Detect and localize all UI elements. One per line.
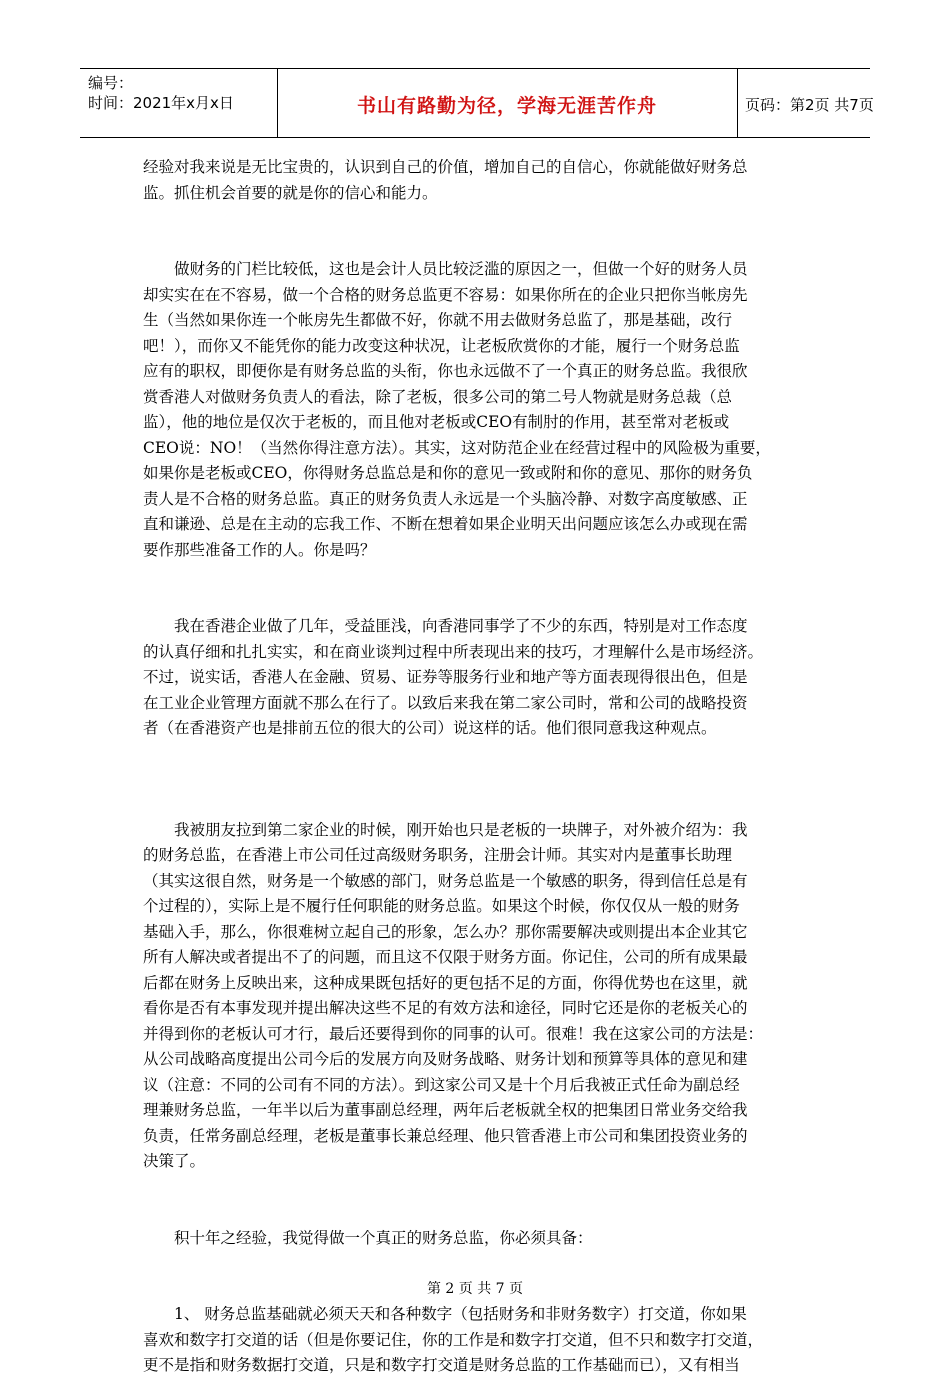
document-body (143, 155, 808, 1379)
text-line: 却实实在在不容易，做一个合格的财务总监更不容易：如果你所在的企业只把你当帐房先 (143, 285, 748, 304)
text-line: 基础入手，那么，你很难树立起自己的形象，怎么办？那你需要解决或则提出本企业其它 (143, 922, 748, 941)
text-line: 做财务的门栏比较低，这也是会计人员比较泛滥的原因之一，但做一个好的财务人员 (143, 260, 748, 278)
text-line: 负责，任常务副总经理，老板是董事长兼总经理、他只管香港上市公司和集团投资业务的 (143, 1126, 748, 1145)
document-number-label: 编号： (88, 74, 134, 92)
document-time-label: 时间：2021年x月x日 (88, 94, 234, 112)
text-line: 后都在财务上反映出来，这种成果既包括好的更包括不足的方面，你得优势也在这里，就 (143, 973, 748, 992)
paragraph-6 (143, 1302, 808, 1379)
text-line: CEO说：NO！（当然你得注意方法）。其实，这对防范企业在经营过程中的风险极为重要， (143, 438, 771, 457)
paragraph-2 (143, 257, 808, 563)
text-line: 要作那些准备工作的人。你是吗？ (143, 540, 376, 559)
paragraph-4 (143, 818, 808, 1175)
text-line: 如果你是老板或CEO，你得财务总监总是和你的意见一致或附和你的意见、那你的财务负 (143, 464, 753, 482)
text-line: 从公司战略高度提出公司今后的发展方向及财务战略、财务计划和预算等具体的意见和建 (143, 1050, 748, 1068)
text-line: 更不是指和财务数据打交道，只是和数字打交道是财务总监的工作基础而已），又有相当 (143, 1356, 740, 1374)
text-line: 并得到你的老板认可才行，最后还要得到你的同事的认可。很难！我在这家公司的方法是： (143, 1024, 764, 1043)
text-line: 在工业企业管理方面就不那么在行了。以致后来我在第二家公司时，常和公司的战略投资 (143, 693, 748, 712)
header-motto-cell (277, 69, 738, 137)
text-line: 个过程的），实际上是不履行任何职能的财务总监。如果这个时候，你仅仅从一般的财务 (143, 897, 740, 915)
text-line: 责人是不合格的财务总监。真正的财务负责人永远是一个头脑冷静、对数字高度敏感、正 (143, 489, 748, 508)
text-line: 我被朋友拉到第二家企业的时候，刚开始也只是老板的一块牌子，对外被介绍为：我 (143, 820, 748, 839)
text-line: 的认真仔细和扎扎实实，和在商业谈判过程中所表现出来的技巧，才理解什么是市场经济。 (143, 642, 764, 661)
text-line: 1、 财务总监基础就必须天天和各种数字（包括财务和非财务数字）打交道，你如果 (143, 1305, 747, 1323)
text-line: 直和谦逊、总是在主动的忘我工作、不断在想着如果企业明天出问题应该怎么办或现在需 (143, 515, 748, 533)
text-line: （其实这很自然，财务是一个敏感的部门，财务总监是一个敏感的职务，得到信任总是有 (143, 871, 748, 890)
paragraph-3 (143, 614, 808, 742)
text-line: 生（当然如果你连一个帐房先生都做不好，你就不用去做财务总监了，那是基础，改行 (143, 311, 733, 329)
text-line: 理兼财务总监，一年半以后为董事副总经理，两年后老板就全权的把集团日常业务交给我 (143, 1101, 748, 1119)
text-line: 不过，说实话，香港人在金融、贸易、证券等服务行业和地产等方面表现得很出色，但是 (143, 668, 748, 686)
text-line: 监。抓住机会首要的就是你的信心和能力。 (143, 183, 438, 202)
header-table (80, 68, 874, 138)
text-line: 赏香港人对做财务负责人的看法，除了老板，很多公司的第二号人物就是财务总裁（总 (143, 387, 733, 406)
text-line: 决策了。 (143, 1152, 206, 1170)
paragraph-5 (143, 1226, 808, 1252)
paragraph-1 (143, 155, 808, 206)
header-motto: 书山有路勤为径，学海无涯苦作舟 (356, 95, 657, 117)
header-left-cell (80, 69, 278, 137)
text-line: 的财务总监，在香港上市公司任过高级财务职务，注册会计师。其实对内是董事长助理 (143, 846, 733, 864)
text-line: 者（在香港资产也是排前五位的很大的公司）说这样的话。他们很同意我这种观点。 (143, 719, 717, 737)
text-line: 看你是否有本事发现并提出解决这些不足的有效方法和途径，同时它还是你的老板关心的 (143, 999, 748, 1017)
text-line: 监），他的地位是仅次于老板的，而且他对老板或CEO有制肘的作用，甚至常对老板或 (143, 413, 730, 431)
text-line: 吧！），而你又不能凭你的能力改变这种状况，让老板欣赏你的才能，履行一个财务总监 (143, 336, 740, 355)
text-line: 应有的职权，即便你是有财务总监的头衔，你也永远做不了一个真正的财务总监。我很欣 (143, 362, 748, 380)
text-line: 经验对我来说是无比宝贵的，认识到自己的价值，增加自己的自信心，你就能做好财务总 (143, 158, 748, 176)
text-line: 议（注意：不同的公司有不同的方法）。到这家公司又是十个月后我被正式任命为副总经 (143, 1075, 740, 1094)
text-line: 喜欢和数字打交道的话（但是你要记住，你的工作是和数字打交道，但不只和数字打交道， (143, 1330, 764, 1349)
header-page-code: 页码：第2页 共7页 (745, 96, 874, 114)
text-line: 所有人解决或者提出不了的问题，而且这不仅限于财务方面。你记住，公司的所有成果最 (143, 948, 748, 966)
header-right-cell (737, 69, 874, 137)
text-line: 我在香港企业做了几年，受益匪浅，向香港同事学了不少的东西，特别是对工作态度 (143, 617, 748, 635)
page-footer: 第 2 页 共 7 页 (426, 1281, 524, 1297)
text-line: 积十年之经验，我觉得做一个真正的财务总监，你必须具备： (143, 1228, 593, 1247)
